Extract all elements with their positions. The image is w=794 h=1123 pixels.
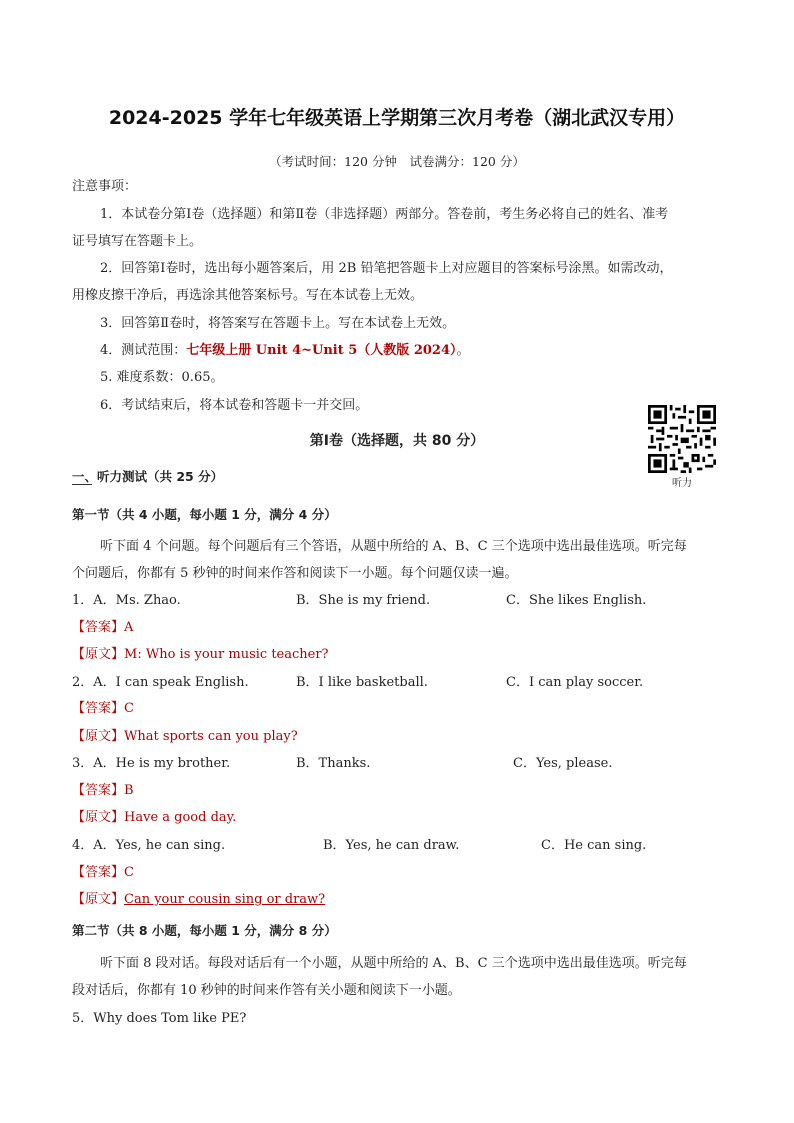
q3-option-c: C．Yes, please. [513,756,613,771]
q4-option-b: B．Yes, he can draw. [323,838,460,853]
answer-tag: 【答案】 [72,620,125,635]
sub-1-title: 第一节（共 4 小题，每小题 1 分，满分 4 分） [72,507,337,522]
q1-answer [72,619,133,637]
notice-item-1: 1．本试卷分第Ⅰ卷（选择题）和第Ⅱ卷（非选择题）两部分。答卷前，考生务必将自己的姓名、准考 [100,207,669,222]
q5-question: 5．Why does Tom like PE? [72,1011,247,1026]
q2-option-c: C．I can play soccer. [506,675,644,690]
q4-answer-value: C [124,865,134,880]
q4-original-text: Can your cousin sing or draw? [124,892,326,907]
q3-answer [72,782,134,800]
notice-item-4-prefix: 4．测试范围： [100,343,187,358]
notice-item-6: 6．考试结束后，将本试卷和答题卡一并交回。 [100,398,369,413]
original-tag: 【原文】 [72,892,125,907]
notice-item-1-cont: 证号填写在答题卡上。 [72,234,203,249]
notice-item-4 [100,342,470,360]
q1-answer-value: A [124,620,134,635]
sub-1-instructions-cont: 个问题后，你都有 5 秒钟的时间来作答和阅读下一小题。每个问题仅读一遍。 [72,566,518,581]
q1-option-a: 1．A．Ms. Zhao. [72,593,181,608]
q3-original [72,809,236,827]
qr-label: 听力 [672,478,692,489]
sub-1-instructions: 听下面 4 个问题。每个问题后有三个答语，从题中所给的 A、B、C 三个选项中选出最佳选项。听完每 [100,539,687,554]
q2-option-a: 2．A．I can speak English. [72,675,249,690]
notice-item-5: 5. 难度系数：0.65。 [100,370,224,385]
q1-original [72,646,329,664]
test-range: 七年级上册 Unit 4~Unit 5（人教版 2024） [186,343,457,358]
q4-option-a: 4．A．Yes, he can sing. [72,838,226,853]
notice-item-2: 2．回答第Ⅰ卷时，选出每小题答案后，用 2B 铅笔把答题卡上对应题目的答案标号涂黑。如需改动， [100,261,673,276]
q3-option-b: B．Thanks. [296,756,371,771]
original-tag: 【原文】 [72,647,125,662]
page-title: 2024-2025 学年七年级英语上学期第三次月考卷（湖北武汉专用） [108,107,686,129]
q1-option-c: C．She likes English. [506,593,647,608]
q4-original [72,891,325,909]
q1-option-b: B．She is my friend. [296,593,431,608]
part-1-title: 一、听力测试（共 25 分） [72,469,224,484]
q2-original [72,728,298,746]
sub-2-instructions-cont: 段对话后，你都有 10 秒钟的时间来作答有关小题和阅读下一小题。 [72,983,461,998]
answer-tag: 【答案】 [72,783,125,798]
notice-item-3: 3．回答第Ⅱ卷时，将答案写在答题卡上。写在本试卷上无效。 [100,316,456,331]
notice-item-2-cont: 用橡皮擦干净后，再选涂其他答案标号。写在本试卷上无效。 [72,288,424,303]
q2-answer-value: C [124,701,134,716]
section-1-title: 第Ⅰ卷（选择题，共 80 分） [309,433,485,449]
sub-2-instructions: 听下面 8 段对话。每段对话后有一个小题，从题中所给的 A、B、C 三个选项中选出最佳选项。听完每 [100,956,687,971]
q3-answer-value: B [124,783,134,798]
q3-original-text: Have a good day. [124,810,237,825]
q2-answer [72,700,134,718]
original-tag: 【原文】 [72,729,125,744]
answer-tag: 【答案】 [72,701,125,716]
notice-item-4-suffix: 。 [456,343,470,358]
q1-original-text: M: Who is your music teacher? [124,647,329,662]
notice-heading: 注意事项： [72,179,138,194]
q4-option-c: C．He can sing. [541,838,647,853]
exam-info: （考试时间：120 分钟 试卷满分：120 分） [269,154,525,169]
q2-original-text: What sports can you play? [124,729,298,744]
original-tag: 【原文】 [72,810,125,825]
q3-option-a: 3．A．He is my brother. [72,756,231,771]
answer-tag: 【答案】 [72,865,125,880]
sub-2-title: 第二节（共 8 小题，每小题 1 分，满分 8 分） [72,923,337,938]
q2-option-b: B．I like basketball. [296,675,428,690]
q4-answer [72,864,134,882]
